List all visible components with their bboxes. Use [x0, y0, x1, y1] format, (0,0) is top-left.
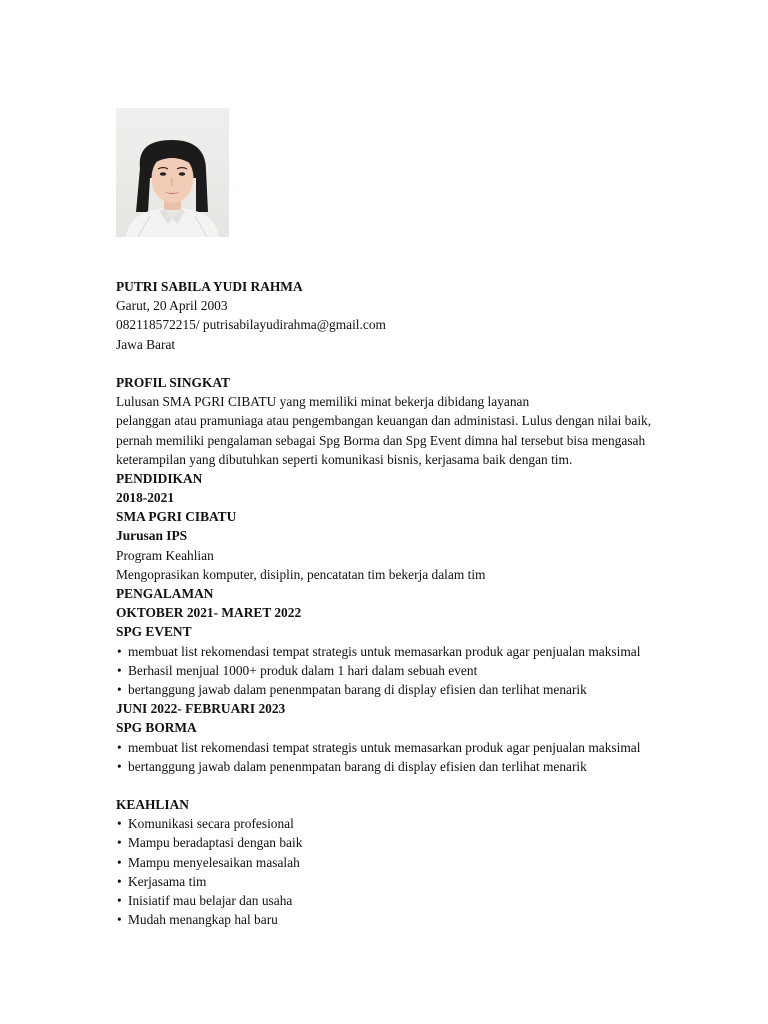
job-duties-list	[116, 738, 676, 776]
duty-text: Berhasil menjual 1000+ produk dalam 1 hari dalam sebuah event	[128, 662, 478, 678]
bullet-icon: •	[117, 662, 122, 678]
candidate-name: PUTRI SABILA YUDI RAHMA	[116, 279, 303, 294]
skill-text: Mampu beradaptasi dengan baik	[128, 835, 303, 851]
bullet-icon: •	[117, 854, 122, 870]
resume-content	[116, 277, 676, 929]
bullet-icon: •	[117, 681, 122, 697]
education-heading: PENDIDIKAN	[116, 470, 203, 486]
skills-list	[116, 814, 676, 929]
profile-photo	[116, 108, 229, 237]
duty-text: membuat list rekomendasi tempat strategis untuk memasarkan produk agar penjualan maksimal	[128, 739, 641, 755]
education-program-detail: Mengoprasikan komputer, disiplin, pencatatan tim bekerja dalam tim	[116, 566, 486, 582]
profile-line: keterampilan yang dibutuhkan seperti komunikasi bisnis, kerjasama baik dengan tim.	[116, 451, 573, 467]
skill-text: Kerjasama tim	[128, 873, 207, 889]
region-info: Jawa Barat	[116, 336, 176, 352]
portrait-image	[116, 108, 229, 237]
bullet-icon: •	[117, 835, 122, 851]
birth-info: Garut, 20 April 2003	[116, 298, 228, 314]
list-item	[116, 661, 676, 680]
list-item	[116, 757, 676, 776]
list-item	[116, 738, 676, 757]
job-period: OKTOBER 2021- MARET 2022	[116, 605, 302, 621]
bullet-icon: •	[117, 816, 122, 832]
profile-line: pernah memiliki pengalaman sebagai Spg Borma dan Spg Event dimna hal tersebut bisa mengasah	[116, 432, 646, 448]
duty-text: bertanggung jawab dalam penenmpatan barang di display efisien dan terlihat menarik	[128, 681, 587, 697]
duty-text: bertanggung jawab dalam penenmpatan barang di display efisien dan terlihat menarik	[128, 758, 587, 774]
profile-heading: PROFIL SINGKAT	[116, 374, 230, 390]
job-role: SPG BORMA	[116, 720, 197, 736]
education-major: Jurusan IPS	[116, 528, 188, 544]
list-item	[116, 680, 676, 699]
spacer	[116, 354, 676, 373]
list-item	[116, 853, 676, 872]
bullet-icon: •	[117, 893, 122, 908]
contact-info: 082118572215/ putrisabilayudirahma@gmail.com	[116, 317, 386, 333]
skill-text: Mudah menangkap hal baru	[128, 912, 278, 928]
list-item	[116, 910, 676, 929]
skills-heading: KEAHLIAN	[116, 797, 189, 813]
bullet-icon: •	[117, 643, 122, 659]
bullet-icon: •	[117, 912, 122, 928]
skill-text: Inisiatif mau belajar dan usaha	[128, 893, 293, 908]
experience-heading: PENGALAMAN	[116, 586, 214, 601]
education-school: SMA PGRI CIBATU	[116, 509, 237, 525]
list-item	[116, 642, 676, 661]
profile-line: pelanggan atau pramuniaga atau pengembangan keuangan dan administasi. Lulus dengan nilai baik,	[116, 413, 652, 429]
list-item	[116, 814, 676, 833]
skill-text: Mampu menyelesaikan masalah	[128, 854, 300, 870]
skill-text: Komunikasi secara profesional	[128, 816, 294, 832]
bullet-icon: •	[117, 739, 122, 755]
bullet-icon: •	[117, 758, 122, 774]
education-period: 2018-2021	[116, 490, 175, 506]
profile-line: Lulusan SMA PGRI CIBATU yang memiliki minat bekerja dibidang layanan	[116, 394, 530, 410]
education-program-label: Program Keahlian	[116, 547, 214, 563]
spacer	[116, 776, 676, 795]
list-item	[116, 891, 676, 910]
job-role: SPG EVENT	[116, 624, 192, 640]
list-item	[116, 833, 676, 852]
job-period: JUNI 2022- FEBRUARI 2023	[116, 701, 286, 717]
job-duties-list	[116, 642, 676, 700]
list-item	[116, 872, 676, 891]
bullet-icon: •	[117, 873, 122, 889]
duty-text: membuat list rekomendasi tempat strategis untuk memasarkan produk agar penjualan maksimal	[128, 643, 641, 659]
